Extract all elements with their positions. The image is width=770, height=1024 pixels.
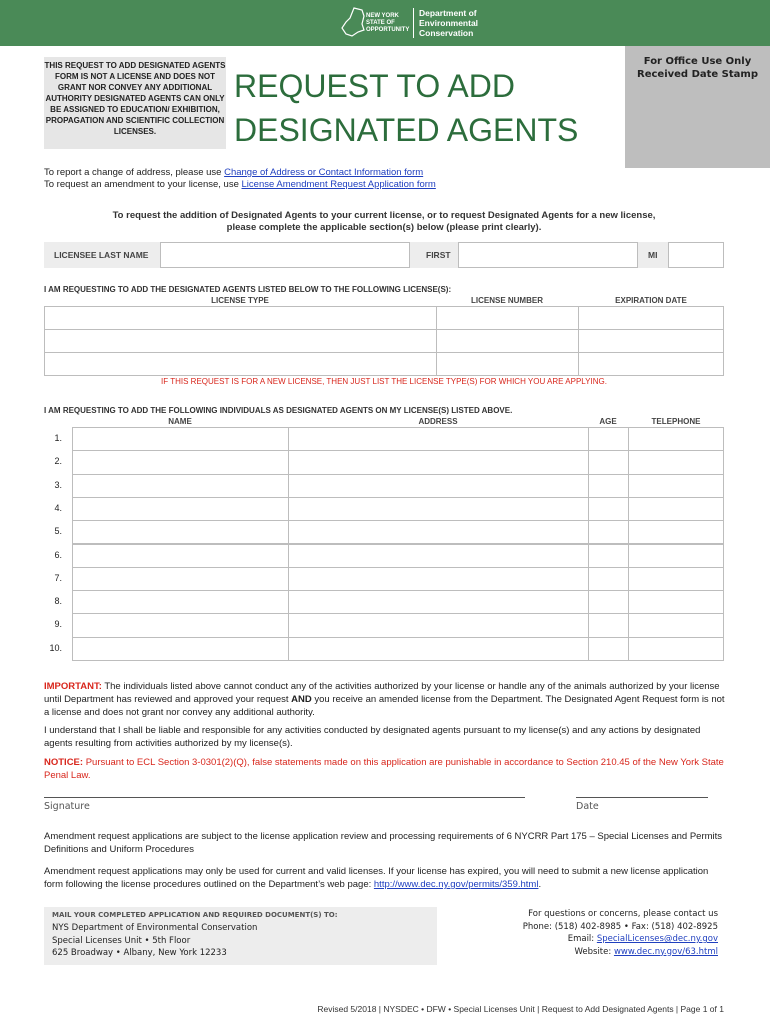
agent-row-number: 10. [49,642,62,653]
license-number-field-2[interactable] [436,329,579,353]
agent-telephone-field-8[interactable] [628,590,724,614]
contact-info: For questions or concerns, please contact us Phone: (518) 402-8985 • Fax: (518) 402-8925 Email: SpecialLicenses@dec.ny.gov Website: www.dec.ny.gov/63.html [522,909,718,957]
license-type-field-3[interactable] [44,352,437,376]
agent-age-field-3[interactable] [588,474,629,498]
agents-heading: I AM REQUESTING TO ADD THE FOLLOWING INDIVIDUALS AS DESIGNATED AGENTS ON MY LICENSE(S) LISTED ABOVE. [44,406,513,415]
dept-logo-text: Department of Environmental Conservation [419,8,479,38]
licensee-first-name-label: FIRST [426,250,451,260]
agent-age-field-7[interactable] [588,567,629,591]
agent-age-field-10[interactable] [588,637,629,661]
agent-address-field-10[interactable] [288,637,589,661]
agent-row-number: 6. [54,549,62,560]
expiration-date-header: EXPIRATION DATE [615,296,687,305]
agent-age-header: AGE [599,417,617,426]
agent-name-field-1[interactable] [72,427,289,451]
agent-age-field-1[interactable] [588,427,629,451]
mail-heading: MAIL YOUR COMPLETED APPLICATION AND REQUIRED DOCUMENT(S) TO: [52,911,338,919]
page-footer: Revised 5/2018 | NYSDEC • DFW • Special Licenses Unit | Request to Add Designated Agents | Page 1 of 1 [317,1004,724,1014]
agent-row-number: 7. [54,572,62,583]
important-paragraph: IMPORTANT: The individuals listed above cannot conduct any of the activities authorized by your license or handle any of the animals authorized by your license until Department has reviewed and approved your request AND you receive an amended license from the Department. The Designated Agent Request form is not a license and does not grant nor convey any additional authority. [44,681,725,718]
licensee-mi-field[interactable] [668,242,724,268]
agent-address-field-8[interactable] [288,590,589,614]
expiration-date-field-1[interactable] [578,306,724,330]
agent-telephone-field-3[interactable] [628,474,724,498]
agent-telephone-field-10[interactable] [628,637,724,661]
agent-row-number: 9. [54,619,62,630]
agent-age-field-6[interactable] [588,544,629,568]
agent-address-field-4[interactable] [288,497,589,521]
agent-age-field-8[interactable] [588,590,629,614]
date-label: Date [576,801,599,812]
new-license-note: IF THIS REQUEST IS FOR A NEW LICENSE, THEN JUST LIST THE LICENSE TYPE(S) FOR WHICH YOU ARE APPLYING. [161,377,607,386]
agent-name-field-4[interactable] [72,497,289,521]
permits-link[interactable]: http://www.dec.ny.gov/permits/359.html [373,879,539,890]
license-type-field-2[interactable] [44,329,437,353]
agent-row-number: 1. [54,433,62,443]
agent-address-field-6[interactable] [288,544,589,568]
licensee-first-name-field[interactable] [458,242,638,268]
agent-row-number: 3. [54,479,62,490]
license-amendment-link[interactable]: License Amendment Request Application form [241,179,436,190]
agent-name-field-8[interactable] [72,590,289,614]
agent-name-field-2[interactable] [72,450,289,474]
understand-paragraph: I understand that I shall be liable and responsible for any activities conducted by designated agents pursuant to my license(s) and any actions by designated agents resulting from activities authorized by my license(s). [44,725,701,749]
agent-address-field-7[interactable] [288,567,589,591]
change-of-address-link[interactable]: Change of Address or Contact Information form [224,167,424,178]
licensee-last-name-field[interactable] [160,242,410,268]
agent-telephone-field-4[interactable] [628,497,724,521]
agent-name-field-9[interactable] [72,613,289,637]
office-use-box: For Office Use Only Received Date Stamp [625,46,770,168]
agent-age-field-2[interactable] [588,450,629,474]
instruction-text: To request the addition of Designated Agents to your current license, or to request Designated Agents for a new license, please complete the applicable section(s) below (please print clearly). [112,210,656,233]
agent-name-field-7[interactable] [72,567,289,591]
dec-logo [340,3,490,43]
warning-box: THIS REQUEST TO ADD DESIGNATED AGENTS FORM IS NOT A LICENSE AND DOES NOT GRANT NOR CONVEY ANY ADDITIONAL AUTHORITY DESIGNATED AGENTS CAN ONLY BE ASSIGNED TO EDUCATION/ EXHIBITION, PROPAGATION AND SCIENTIFIC COLLECTION LICENSES. [44,57,226,149]
agent-name-field-6[interactable] [72,544,289,568]
amendment-paragraph-1: Amendment request applications are subject to the license application review and processing requirements of 6 NYCRR Part 175 – Special Licenses and Permits Definitions and Uniform Procedures [44,831,723,855]
agent-row-number: 8. [54,596,62,607]
license-number-field-3[interactable] [436,352,579,376]
agent-age-field-4[interactable] [588,497,629,521]
ny-logo-text: NEW YORK STATE OF OPPORTUNITY [366,12,410,33]
licensee-last-name-label: LICENSEE LAST NAME [54,250,149,260]
email-link[interactable]: SpecialLicenses@dec.ny.gov [596,934,718,944]
agent-row-number: 5. [54,526,62,537]
agent-telephone-field-5[interactable] [628,520,724,544]
agent-address-field-5[interactable] [288,520,589,544]
agent-telephone-field-2[interactable] [628,450,724,474]
logo-divider [413,8,414,38]
agent-row-number: 4. [54,502,62,513]
mail-address: NYS Department of Environmental Conservation Special Licenses Unit • 5th Floor 625 Broadway • Albany, New York 12233 [52,923,258,958]
agent-name-field-3[interactable] [72,474,289,498]
agent-age-field-9[interactable] [588,613,629,637]
agent-address-field-2[interactable] [288,450,589,474]
agent-name-field-10[interactable] [72,637,289,661]
intro-line-1: To report a change of address, please use Change of Address or Contact Information form [44,167,424,178]
agent-address-field-1[interactable] [288,427,589,451]
agent-telephone-header: TELEPHONE [651,417,701,426]
agent-telephone-field-9[interactable] [628,613,724,637]
agent-address-field-3[interactable] [288,474,589,498]
agent-name-header: NAME [168,417,192,426]
licensee-mi-label: MI [648,250,658,260]
license-number-field-1[interactable] [436,306,579,330]
agent-telephone-field-7[interactable] [628,567,724,591]
notice-paragraph: NOTICE: Pursuant to ECL Section 3-0301(2)(Q), false statements made on this application are punishable in accordance to Section 210.45 of the New York State Penal Law. [44,757,724,781]
expiration-date-field-2[interactable] [578,329,724,353]
website-link[interactable]: www.dec.ny.gov/63.html [613,946,718,957]
license-type-field-1[interactable] [44,306,437,330]
agent-telephone-field-1[interactable] [628,427,724,451]
agent-row-number: 2. [54,456,62,467]
signature-line[interactable] [44,797,525,798]
agent-address-field-9[interactable] [288,613,589,637]
amendment-paragraph-2: Amendment request applications may only be used for current and valid licenses. If your license has expired, you will need to submit a new license application form following the license procedures outlined on the Department’s web page: http://www.dec.ny.gov/permits/359.html. [44,866,709,890]
agent-name-field-5[interactable] [72,520,289,544]
license-number-header: LICENSE NUMBER [470,296,543,305]
intro-line-2: To request an amendment to your license, use License Amendment Request Application form [44,179,436,190]
agent-address-header: ADDRESS [418,417,458,426]
agent-telephone-field-6[interactable] [628,544,724,568]
agent-age-field-5[interactable] [588,520,629,544]
expiration-date-field-3[interactable] [578,352,724,376]
page-title: REQUEST TO ADD DESIGNATED AGENTS [234,68,579,148]
date-line[interactable] [576,797,708,798]
license-type-header: LICENSE TYPE [211,296,269,305]
licenses-heading: I AM REQUESTING TO ADD THE DESIGNATED AGENTS LISTED BELOW TO THE FOLLOWING LICENSE(S): [44,285,452,294]
signature-label: Signature [44,801,90,812]
